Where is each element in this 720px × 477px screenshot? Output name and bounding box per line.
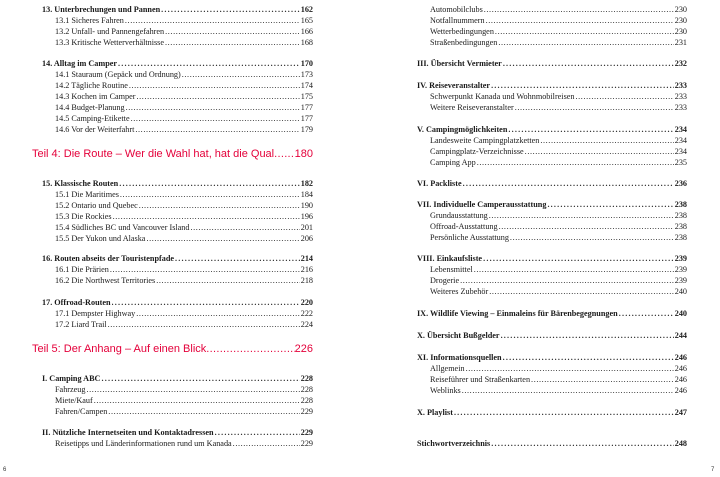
toc-subentry: [417, 363, 687, 374]
toc-entry-title: VII. Individuelle Camperausstattung: [417, 200, 547, 209]
toc-subentry: [417, 232, 687, 243]
toc-subentry: [42, 395, 313, 406]
toc-entry-title: VI. Packliste: [417, 179, 462, 188]
toc-entry-page: 218: [300, 276, 313, 285]
toc-chapter-entry: [417, 58, 687, 69]
toc-entry-page: 230: [674, 16, 687, 25]
toc-leader-dots: [108, 406, 299, 417]
toc-part-heading: [32, 341, 313, 357]
toc-entry-title: Schwerpunkt Kanada und Wohnmobilreisen: [430, 92, 575, 101]
toc-leader-dots: [547, 199, 673, 210]
toc-subentry: [417, 26, 687, 37]
toc-subentry: [42, 264, 313, 275]
toc-entry-page: 240: [674, 287, 687, 296]
toc-entry-title: 15.3 Die Rockies: [55, 212, 112, 221]
toc-entry-page: 234: [674, 125, 687, 134]
toc-entry-title: 13.2 Unfall- und Pannengefahren: [55, 27, 165, 36]
toc-entry-page: 234: [674, 136, 687, 145]
toc-leader-dots: [165, 26, 300, 37]
toc-chapter-entry: [42, 58, 313, 69]
toc-chapter-entry: [417, 199, 687, 210]
toc-subentry: [417, 157, 687, 168]
toc-entry-page: 232: [674, 59, 687, 68]
toc-entry-page: 196: [300, 212, 313, 221]
toc-entry-title: Stichwortverzeichnis: [417, 439, 491, 448]
toc-leader-dots: [139, 200, 300, 211]
toc-subentry: [417, 385, 687, 396]
toc-leader-dots: [94, 395, 300, 406]
toc-subentry: [417, 91, 687, 102]
toc-leader-dots: [182, 69, 300, 80]
toc-leader-dots: [215, 427, 300, 438]
toc-entry-page: 226: [294, 343, 313, 355]
toc-entry-title: IX. Wildlife Viewing – Einmaleins für Bärenbegegnungen: [417, 309, 618, 318]
toc-entry-title: Reiseführer und Straßenkarten: [430, 375, 531, 384]
toc-leader-dots: [489, 210, 674, 221]
toc-chapter-entry: [42, 4, 313, 15]
toc-leader-dots: [126, 102, 300, 113]
toc-chapter-entry: [417, 407, 687, 418]
toc-leader-dots: [165, 37, 300, 48]
toc-leader-dots: [498, 37, 673, 48]
toc-entry-page: 190: [300, 201, 313, 210]
toc-entry-page: 170: [300, 59, 313, 68]
toc-chapter-entry: [417, 253, 687, 264]
toc-entry-title: 14.6 Vor der Weiterfahrt: [55, 125, 135, 134]
toc-entry-title: 16.1 Die Prärien: [55, 265, 109, 274]
toc-subentry: [417, 275, 687, 286]
toc-entry-page: 228: [300, 385, 313, 394]
toc-subentry: [417, 4, 687, 15]
toc-entry-page: 234: [674, 147, 687, 156]
toc-subentry: [42, 15, 313, 26]
toc-leader-dots: [515, 102, 674, 113]
toc-entry-title: Miete/Kauf: [55, 396, 93, 405]
toc-entry-page: 175: [300, 92, 313, 101]
toc-chapter-entry: [42, 373, 313, 384]
toc-entry-page: 229: [300, 439, 313, 448]
toc-entry-page: 235: [674, 158, 687, 167]
toc-leader-dots: [135, 124, 299, 135]
toc-entry-title: IV. Reiseveranstalter: [417, 81, 491, 90]
toc-entry-title: 14.4 Budget-Planung: [55, 103, 125, 112]
toc-leader-dots: [156, 275, 299, 286]
toc-subentry: [42, 438, 313, 449]
toc-entry-page: 246: [674, 353, 687, 362]
toc-subentry: [417, 221, 687, 232]
toc-leader-dots: [508, 124, 673, 135]
toc-leader-dots: [119, 178, 300, 189]
toc-chapter-entry: [42, 297, 313, 308]
toc-leader-dots: [233, 438, 300, 449]
toc-chapter-entry: [417, 352, 687, 363]
toc-entry-page: 182: [300, 179, 313, 188]
toc-chapter-entry: [42, 427, 313, 438]
toc-leader-dots: [206, 341, 294, 357]
toc-entry-title: 13.1 Sicheres Fahren: [55, 16, 124, 25]
toc-leader-dots: [477, 157, 674, 168]
toc-leader-dots: [161, 4, 300, 15]
toc-subentry: [42, 200, 313, 211]
toc-leader-dots: [120, 189, 300, 200]
toc-entry-page: 173: [300, 70, 313, 79]
toc-leader-dots: [525, 146, 674, 157]
toc-entry-page: 206: [300, 234, 313, 243]
toc-entry-page: 229: [300, 407, 313, 416]
toc-leader-dots: [495, 26, 674, 37]
toc-leader-dots: [619, 308, 674, 319]
toc-entry-title: 15.5 Der Yukon und Alaska: [55, 234, 146, 243]
toc-entry-page: 246: [674, 386, 687, 395]
toc-leader-dots: [501, 330, 674, 341]
toc-entry-page: 180: [294, 148, 313, 160]
toc-entry-title: 14.1 Stauraum (Gepäck und Ordnung): [55, 70, 181, 79]
toc-entry-page: 228: [300, 396, 313, 405]
toc-entry-page: 239: [674, 265, 687, 274]
toc-entry-page: 244: [674, 331, 687, 340]
toc-subentry: [42, 26, 313, 37]
toc-entry-page: 239: [674, 276, 687, 285]
toc-entry-page: 240: [674, 309, 687, 318]
toc-subentry: [417, 135, 687, 146]
toc-entry-page: 165: [300, 16, 313, 25]
toc-entry-page: 236: [674, 179, 687, 188]
toc-subentry: [42, 124, 313, 135]
toc-entry-page: 238: [674, 233, 687, 242]
toc-entry-title: 16. Routen abseits der Touristenpfade: [42, 254, 175, 263]
toc-leader-dots: [462, 385, 674, 396]
toc-chapter-entry: [417, 438, 687, 449]
toc-entry-page: 166: [300, 27, 313, 36]
toc-leader-dots: [137, 91, 300, 102]
toc-entry-page: 230: [674, 5, 687, 14]
toc-entry-page: 177: [300, 114, 313, 123]
toc-leader-dots: [118, 58, 300, 69]
toc-entry-title: 13. Unterbrechungen und Pannen: [42, 5, 161, 14]
toc-entry-title: Campingplatz-Verzeichnisse: [430, 147, 524, 156]
toc-entry-title: VIII. Einkaufsliste: [417, 254, 483, 263]
toc-subentry: [417, 210, 687, 221]
toc-entry-title: Offroad-Ausstattung: [430, 222, 498, 231]
toc-subentry: [42, 275, 313, 286]
toc-leader-dots: [86, 384, 299, 395]
toc-entry-page: 214: [300, 254, 313, 263]
toc-entry-title: 17. Offroad-Routen: [42, 298, 111, 307]
toc-entry-page: 220: [300, 298, 313, 307]
toc-entry-page: 230: [674, 27, 687, 36]
toc-chapter-entry: [417, 124, 687, 135]
toc-leader-dots: [474, 264, 674, 275]
toc-entry-page: 177: [300, 103, 313, 112]
toc-entry-page: 238: [674, 222, 687, 231]
toc-entry-title: 13.3 Kritische Wetterverhältnisse: [55, 38, 165, 47]
page-number-left: 6: [3, 467, 7, 473]
toc-entry-title: I. Camping ABC: [42, 374, 101, 383]
toc-entry-page: 174: [300, 81, 313, 90]
toc-entry-page: 238: [674, 211, 687, 220]
toc-leader-dots: [531, 374, 674, 385]
toc-entry-title: 14.2 Tägliche Routine: [55, 81, 128, 90]
toc-entry-page: 246: [674, 364, 687, 373]
toc-leader-dots: [510, 232, 674, 243]
toc-entry-title: Automobilclubs: [430, 5, 483, 14]
toc-leader-dots: [486, 15, 674, 26]
toc-leader-dots: [274, 146, 295, 162]
toc-entry-page: 216: [300, 265, 313, 274]
toc-subentry: [42, 308, 313, 319]
toc-entry-title: Notfallnummern: [430, 16, 485, 25]
toc-entry-title: 14. Alltag im Camper: [42, 59, 118, 68]
toc-part-heading: [32, 146, 313, 162]
toc-subentry: [42, 113, 313, 124]
toc-subentry: [42, 80, 313, 91]
toc-entry-page: 233: [674, 103, 687, 112]
toc-entry-title: Weiteres Zubehör: [430, 287, 489, 296]
toc-entry-page: 222: [300, 309, 313, 318]
toc-leader-dots: [499, 221, 674, 232]
toc-leader-dots: [175, 253, 300, 264]
toc-leader-dots: [108, 319, 300, 330]
toc-subentry: [417, 264, 687, 275]
toc-leader-dots: [503, 58, 674, 69]
toc-subentry: [42, 91, 313, 102]
toc-entry-page: 233: [674, 81, 687, 90]
toc-entry-page: 179: [300, 125, 313, 134]
toc-leader-dots: [101, 373, 299, 384]
toc-entry-title: II. Nützliche Internetseiten und Kontaktadressen: [42, 428, 214, 437]
toc-leader-dots: [463, 178, 674, 189]
toc-entry-title: III. Übersicht Vermieter: [417, 59, 502, 68]
toc-entry-title: Landesweite Campingplatzketten: [430, 136, 540, 145]
toc-entry-title: Allgemein: [430, 364, 465, 373]
toc-entry-page: 229: [300, 428, 313, 437]
toc-entry-page: 201: [300, 223, 313, 232]
toc-subentry: [42, 233, 313, 244]
toc-leader-dots: [491, 80, 674, 91]
toc-chapter-entry: [42, 253, 313, 264]
toc-subentry: [417, 374, 687, 385]
toc-entry-page: 162: [300, 5, 313, 14]
toc-subentry: [42, 102, 313, 113]
toc-entry-page: 246: [674, 375, 687, 384]
toc-subentry: [417, 146, 687, 157]
toc-entry-page: 231: [674, 38, 687, 47]
toc-leader-dots: [146, 233, 299, 244]
toc-entry-title: Drogerie: [430, 276, 460, 285]
toc-chapter-entry: [417, 80, 687, 91]
toc-entry-title: Grundausstattung: [430, 211, 488, 220]
toc-leader-dots: [503, 352, 674, 363]
toc-leader-dots: [484, 4, 674, 15]
toc-leader-dots: [540, 135, 673, 146]
toc-entry-page: 238: [674, 200, 687, 209]
toc-subentry: [417, 15, 687, 26]
toc-entry-title: Fahrzeug: [55, 385, 86, 394]
toc-leader-dots: [454, 407, 674, 418]
toc-entry-page: 228: [300, 374, 313, 383]
toc-subentry: [417, 286, 687, 297]
toc-leader-dots: [112, 297, 300, 308]
toc-entry-title: 16.2 Die Northwest Territories: [55, 276, 156, 285]
toc-entry-title: 15.4 Südliches BC und Vancouver Island: [55, 223, 190, 232]
toc-chapter-entry: [417, 178, 687, 189]
toc-leader-dots: [136, 308, 299, 319]
toc-entry-title: XI. Informationsquellen: [417, 353, 502, 362]
toc-entry-page: 224: [300, 320, 313, 329]
toc-subentry: [42, 384, 313, 395]
toc-subentry: [42, 406, 313, 417]
toc-entry-title: Persönliche Ausstattung: [430, 233, 509, 242]
toc-subentry: [42, 319, 313, 330]
toc-entry-title: 15.2 Ontario und Quebec: [55, 201, 138, 210]
toc-entry-title: X. Übersicht Bußgelder: [417, 331, 500, 340]
toc-entry-page: 247: [674, 408, 687, 417]
toc-leader-dots: [489, 286, 673, 297]
toc-entry-page: 168: [300, 38, 313, 47]
toc-leader-dots: [129, 80, 300, 91]
toc-chapter-entry: [417, 308, 687, 319]
toc-entry-title: Teil 5: Der Anhang – Auf einen Blick: [32, 343, 207, 355]
toc-leader-dots: [131, 113, 300, 124]
toc-leader-dots: [190, 222, 299, 233]
toc-leader-dots: [576, 91, 674, 102]
toc-entry-title: X. Playlist: [417, 408, 453, 417]
toc-subentry: [417, 37, 687, 48]
toc-subentry: [42, 189, 313, 200]
toc-leader-dots: [460, 275, 674, 286]
toc-entry-title: 14.5 Camping-Etikette: [55, 114, 130, 123]
toc-leader-dots: [491, 438, 674, 449]
toc-entry-title: V. Campingmöglichkeiten: [417, 125, 508, 134]
toc-entry-title: 17.2 Liard Trail: [55, 320, 107, 329]
toc-chapter-entry: [417, 330, 687, 341]
toc-entry-title: 15.1 Die Maritimes: [55, 190, 119, 199]
toc-subentry: [42, 211, 313, 222]
toc-entry-title: Lebensmittel: [430, 265, 473, 274]
toc-entry-title: Teil 4: Die Route – Wer die Wahl hat, hat die Qual: [32, 148, 275, 160]
toc-leader-dots: [113, 211, 300, 222]
toc-leader-dots: [125, 15, 300, 26]
toc-leader-dots: [483, 253, 674, 264]
toc-subentry: [417, 102, 687, 113]
toc-entry-title: Weitere Reiseveranstalter: [430, 103, 514, 112]
toc-entry-title: Reisetipps und Länderinformationen rund um Kanada: [55, 439, 232, 448]
toc-subentry: [42, 222, 313, 233]
toc-entry-title: Straßenbedingungen: [430, 38, 498, 47]
toc-leader-dots: [466, 363, 674, 374]
toc-subentry: [42, 69, 313, 80]
toc-entry-title: 17.1 Dempster Highway: [55, 309, 136, 318]
toc-entry-page: 239: [674, 254, 687, 263]
toc-entry-title: Wetterbedingungen: [430, 27, 494, 36]
toc-entry-page: 248: [674, 439, 687, 448]
toc-entry-page: 184: [300, 190, 313, 199]
toc-entry-title: Weblinks: [430, 386, 461, 395]
toc-entry-page: 233: [674, 92, 687, 101]
toc-chapter-entry: [42, 178, 313, 189]
page-number-right: 7: [711, 467, 715, 473]
toc-entry-title: Camping App: [430, 158, 476, 167]
toc-entry-title: 14.3 Kochen im Camper: [55, 92, 136, 101]
toc-entry-title: 15. Klassische Routen: [42, 179, 119, 188]
toc-subentry: [42, 37, 313, 48]
toc-entry-title: Fahren/Campen: [55, 407, 108, 416]
toc-leader-dots: [110, 264, 300, 275]
